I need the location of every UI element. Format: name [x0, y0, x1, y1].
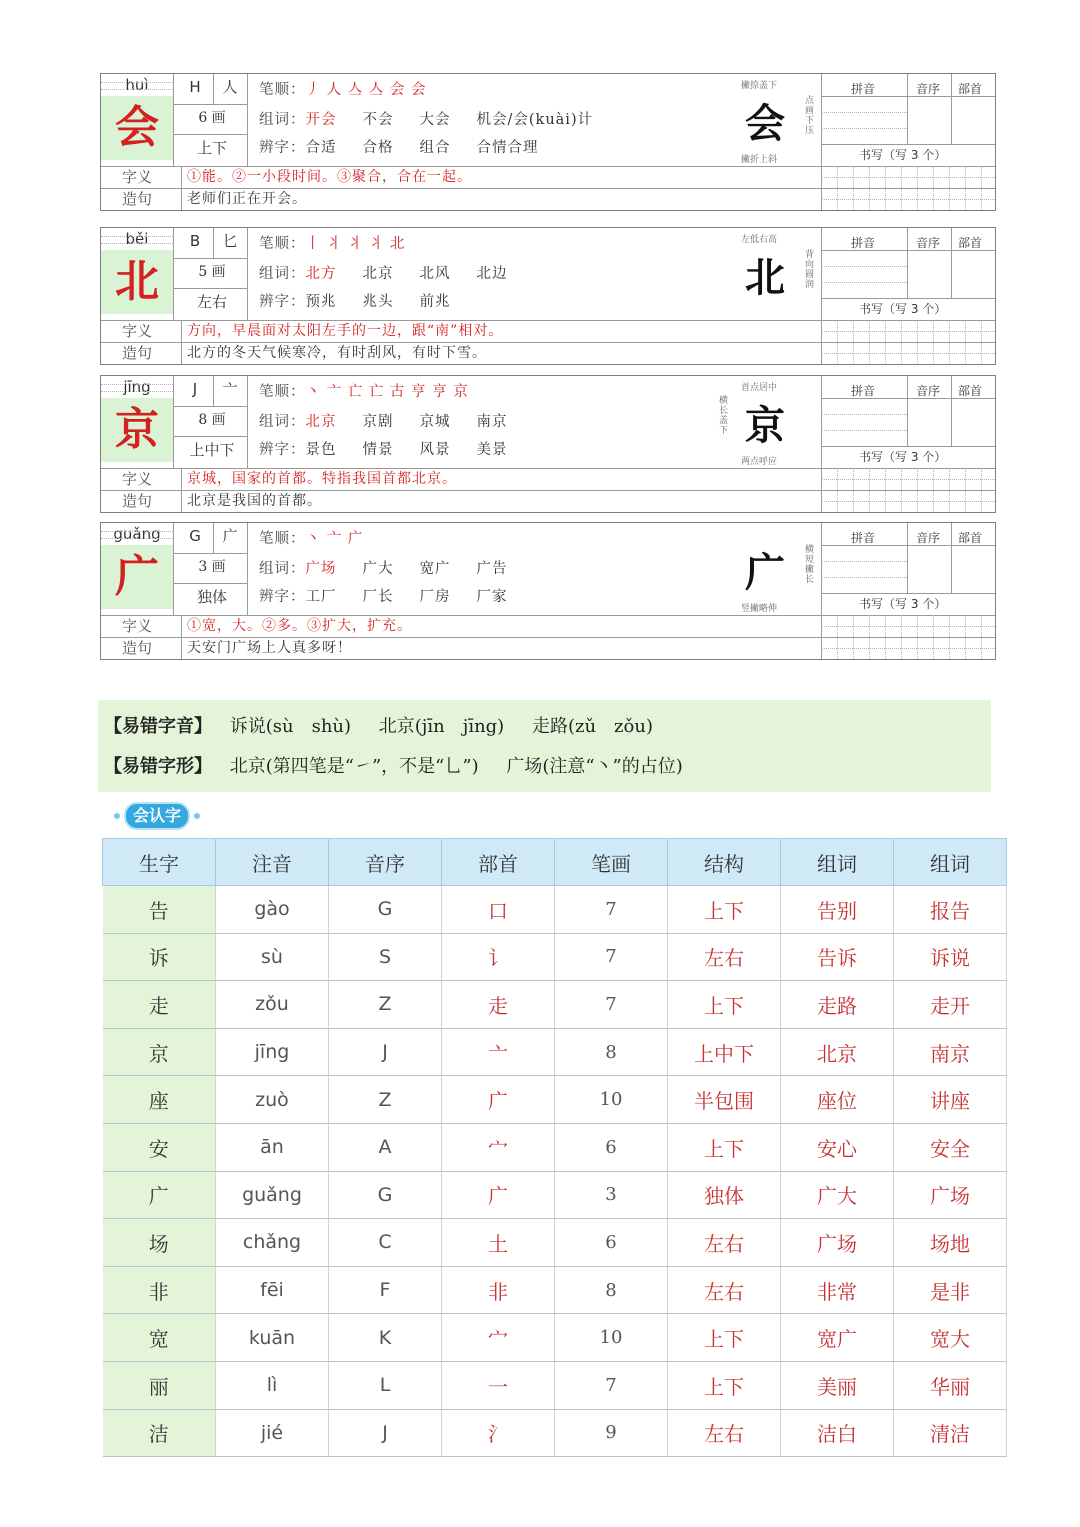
table-cell: 宽广	[781, 1314, 894, 1362]
bianzi-item: 合情合理	[476, 140, 539, 156]
bianzi-line	[259, 288, 477, 316]
table-cell: C	[329, 1219, 442, 1267]
grid-radical-label: 部首	[958, 384, 983, 398]
stroke-order: 丿 人 亼 亼 会 会	[305, 82, 427, 98]
bianzi-label: 辨字：	[259, 140, 306, 156]
grid-pinyin-label: 拼音	[851, 236, 876, 250]
table-cell: 宽大	[894, 1314, 1007, 1362]
table-row	[103, 886, 1007, 934]
grid-write-label: 书写（写 3 个）	[859, 597, 947, 611]
words-label: 组词：	[259, 561, 306, 577]
char-card	[100, 375, 996, 513]
bianzi-item: 风景	[419, 442, 451, 458]
table-cell: 8	[555, 1266, 668, 1314]
table-cell: 上中下	[668, 1028, 781, 1076]
bianzi-label: 辨字：	[259, 294, 306, 310]
bianzi-item: 预兆	[305, 294, 337, 310]
words-label: 组词：	[259, 112, 306, 128]
grid-radical-label: 部首	[958, 236, 983, 250]
ziyi-label: 字义	[121, 617, 152, 635]
word-item: 北风	[419, 266, 451, 282]
char-structure: 左右	[196, 293, 227, 311]
table-header-row	[103, 839, 1007, 886]
stroke-order-line	[259, 76, 427, 104]
table-cell: 京	[103, 1028, 216, 1076]
stroke-order-line	[259, 230, 405, 258]
bianzi-label: 辨字：	[259, 589, 306, 605]
table-cell: 独体	[668, 1171, 781, 1219]
vocab-table	[102, 838, 1007, 1457]
table-cell: 诉说	[894, 933, 1007, 981]
word-item: 北京	[362, 266, 394, 282]
table-cell: 左右	[668, 933, 781, 981]
zaoju-label: 造句	[121, 639, 152, 657]
table-cell: 9	[555, 1409, 668, 1457]
table-cell: 非	[103, 1266, 216, 1314]
stroke-order-line	[259, 525, 363, 553]
grid-pinyin-label: 拼音	[851, 82, 876, 96]
table-cell: L	[329, 1361, 442, 1409]
bianzi-item: 组合	[419, 140, 451, 156]
table-cell: 左右	[668, 1409, 781, 1457]
bianzi-line	[259, 583, 534, 611]
table-cell: zuò	[216, 1076, 329, 1124]
word-item: 北京	[305, 414, 337, 430]
bianzi-item: 厂家	[476, 589, 508, 605]
mistake-sound-row	[104, 712, 675, 738]
char-radical: 匕	[222, 232, 238, 250]
words-line	[259, 106, 619, 134]
words-line	[259, 260, 534, 288]
table-cell: K	[329, 1314, 442, 1362]
word-item: 京剧	[362, 414, 394, 430]
tip-top: 左低右高	[741, 235, 778, 245]
char-pinyin: huì	[125, 76, 149, 94]
mistake-sound-item: 诉说(sù shù)	[229, 716, 352, 737]
table-header-cell: 组词	[781, 839, 894, 886]
table-cell: 半包围	[668, 1076, 781, 1124]
table-cell: 7	[555, 981, 668, 1029]
mistake-sound-tag: 【易错字音】	[104, 716, 212, 737]
bianzi-item: 情景	[362, 442, 394, 458]
table-row	[103, 1076, 1007, 1124]
ziyi-label: 字义	[121, 470, 152, 488]
words-line	[259, 408, 534, 436]
table-cell: 报告	[894, 886, 1007, 934]
table-cell: J	[329, 1409, 442, 1457]
char-letter: J	[192, 380, 198, 398]
table-row	[103, 1409, 1007, 1457]
char-letter: G	[189, 527, 201, 545]
bianzi-line	[259, 436, 534, 464]
stroke-order: 丶 亠 亡 亡 古 亨 亨 京	[305, 384, 469, 400]
grid-pinyin-label: 拼音	[851, 384, 876, 398]
table-cell: 安全	[894, 1123, 1007, 1171]
stroke-order-label: 笔顺：	[259, 82, 306, 98]
ziyi-label: 字义	[121, 168, 152, 186]
big-char: 会	[101, 96, 173, 160]
table-cell: 场地	[894, 1219, 1007, 1267]
grid-order-label: 音序	[916, 82, 941, 96]
table-cell: 场	[103, 1219, 216, 1267]
words-label: 组词：	[259, 414, 306, 430]
grid-write-label: 书写（写 3 个）	[859, 450, 947, 464]
stroke-guide	[715, 228, 821, 320]
bianzi-item: 前兆	[419, 294, 451, 310]
table-cell: 广	[103, 1171, 216, 1219]
tip-side: 横长盖下	[719, 396, 729, 436]
table-cell: 丽	[103, 1361, 216, 1409]
stroke-order: 丶 亠 广	[305, 531, 364, 547]
table-cell: gào	[216, 886, 329, 934]
table-cell: 亠	[442, 1028, 555, 1076]
table-row	[103, 1266, 1007, 1314]
stroke-guide	[715, 74, 821, 166]
table-header-cell: 音序	[329, 839, 442, 886]
grid-pinyin-label: 拼音	[851, 531, 876, 545]
table-row	[103, 1314, 1007, 1362]
table-cell: 告	[103, 886, 216, 934]
table-cell: F	[329, 1266, 442, 1314]
word-item: 开会	[305, 112, 337, 128]
table-cell: 上下	[668, 1123, 781, 1171]
table-cell: jié	[216, 1409, 329, 1457]
table-cell: 北京	[781, 1028, 894, 1076]
table-cell: Z	[329, 981, 442, 1029]
table-cell: 上下	[668, 1314, 781, 1362]
char-radical: 人	[222, 78, 238, 96]
big-char: 广	[101, 545, 173, 609]
table-cell: 座	[103, 1076, 216, 1124]
table-row	[103, 981, 1007, 1029]
table-cell: 宀	[442, 1314, 555, 1362]
table-cell: 诉	[103, 933, 216, 981]
table-cell: 3	[555, 1171, 668, 1219]
table-cell: 广大	[781, 1171, 894, 1219]
tip-bottom: 竖撇略伸	[741, 604, 778, 614]
char-strokes: 5 画	[198, 264, 226, 280]
tip-side: 横短撇长	[805, 545, 815, 585]
table-cell: 走路	[781, 981, 894, 1029]
grid-radical-label: 部首	[958, 531, 983, 545]
word-item: 北边	[476, 266, 508, 282]
table-cell: ān	[216, 1123, 329, 1171]
table-cell: zǒu	[216, 981, 329, 1029]
badge-label: 会认字	[124, 802, 190, 830]
tip-top: 首点居中	[741, 383, 778, 393]
table-cell: 广	[442, 1171, 555, 1219]
bianzi-label: 辨字：	[259, 442, 306, 458]
table-cell: 南京	[894, 1028, 1007, 1076]
table-cell: chǎng	[216, 1219, 329, 1267]
big-char: 京	[101, 398, 173, 462]
table-cell: 宀	[442, 1123, 555, 1171]
mistake-shape-item: 北京(第四笔是“㇀”，不是“乚”)	[229, 756, 479, 777]
char-structure: 独体	[196, 588, 227, 606]
word-item: 广场	[305, 561, 337, 577]
ziyi-label: 字义	[121, 322, 152, 340]
table-row	[103, 1361, 1007, 1409]
stroke-guide	[715, 523, 821, 615]
bianzi-item: 景色	[305, 442, 337, 458]
table-cell: 10	[555, 1314, 668, 1362]
table-cell: lì	[216, 1361, 329, 1409]
table-cell: 6	[555, 1123, 668, 1171]
table-cell: S	[329, 933, 442, 981]
badge-dot-icon	[194, 813, 200, 819]
char-letter: H	[189, 78, 201, 96]
table-cell: jīng	[216, 1028, 329, 1076]
table-cell: 华丽	[894, 1361, 1007, 1409]
word-item: 北方	[305, 266, 337, 282]
table-header-cell: 部首	[442, 839, 555, 886]
ziyi-text: 方向，早晨面对太阳左手的一边，跟“南”相对。	[187, 323, 504, 339]
char-pinyin: jīng	[123, 378, 151, 396]
table-cell: sù	[216, 933, 329, 981]
stroke-order-label: 笔顺：	[259, 384, 306, 400]
char-strokes: 6 画	[198, 110, 226, 126]
table-cell: 左右	[668, 1266, 781, 1314]
char-pinyin: běi	[125, 230, 149, 248]
section-badge	[110, 803, 204, 829]
table-cell: 广场	[894, 1171, 1007, 1219]
stroke-order-label: 笔顺：	[259, 531, 306, 547]
tip-bottom: 撇折上斜	[741, 155, 778, 165]
table-row	[103, 1123, 1007, 1171]
table-cell: kuān	[216, 1314, 329, 1362]
ziyi-text: ①宽，大。②多。③扩大，扩充。	[187, 618, 412, 634]
table-cell: A	[329, 1123, 442, 1171]
table-header-cell: 生字	[103, 839, 216, 886]
table-cell: 讠	[442, 933, 555, 981]
zaoju-label: 造句	[121, 492, 152, 510]
mistake-sound-item: 北京(jīn jīng)	[378, 716, 505, 737]
table-cell: 宽	[103, 1314, 216, 1362]
word-item: 不会	[362, 112, 394, 128]
table-cell: 告别	[781, 886, 894, 934]
mistake-shape-item: 广场(注意“丶”的占位)	[506, 756, 683, 777]
mistake-sound-item: 走路(zǔ zǒu)	[531, 716, 653, 737]
table-cell: J	[329, 1028, 442, 1076]
table-cell: 告诉	[781, 933, 894, 981]
table-cell: G	[329, 1171, 442, 1219]
table-cell: 7	[555, 886, 668, 934]
table-cell: 安	[103, 1123, 216, 1171]
mistakes-panel	[98, 700, 991, 792]
zaoju-text: 老师们正在开会。	[187, 191, 307, 207]
table-cell: 洁	[103, 1409, 216, 1457]
table-cell: 洁白	[781, 1409, 894, 1457]
table-cell: 7	[555, 933, 668, 981]
bianzi-item: 兆头	[362, 294, 394, 310]
word-item: 大会	[419, 112, 451, 128]
table-cell: 走	[103, 981, 216, 1029]
zaoju-text: 北方的冬天气候寒冷，有时刮风，有时下雪。	[187, 345, 487, 361]
table-header-cell: 笔画	[555, 839, 668, 886]
stroke-order: 丨 丬 丬 丬 北	[305, 236, 406, 252]
word-item: 广大	[362, 561, 394, 577]
grid-write-label: 书写（写 3 个）	[859, 148, 947, 162]
ziyi-text: ①能。②一小段时间。③聚合，合在一起。	[187, 169, 472, 185]
stroke-guide-char: 广	[745, 549, 785, 596]
table-cell: 座位	[781, 1076, 894, 1124]
ziyi-text: 京城，国家的首都。特指我国首都北京。	[187, 471, 457, 487]
table-cell: 非常	[781, 1266, 894, 1314]
table-cell: Z	[329, 1076, 442, 1124]
bianzi-item: 工厂	[305, 589, 337, 605]
bianzi-item: 美景	[476, 442, 508, 458]
word-item: 南京	[476, 414, 508, 430]
stroke-order-line	[259, 378, 469, 406]
table-cell: guǎng	[216, 1171, 329, 1219]
table-row	[103, 933, 1007, 981]
char-pinyin: guǎng	[113, 525, 161, 543]
word-item: 京城	[419, 414, 451, 430]
table-cell: 安心	[781, 1123, 894, 1171]
stroke-guide	[715, 376, 821, 468]
table-cell: 10	[555, 1076, 668, 1124]
grid-order-label: 音序	[916, 531, 941, 545]
char-card	[100, 227, 996, 365]
table-cell: 7	[555, 1361, 668, 1409]
table-cell: 上下	[668, 886, 781, 934]
words-label: 组词：	[259, 266, 306, 282]
tip-side: 点画下压	[805, 96, 815, 136]
zaoju-label: 造句	[121, 190, 152, 208]
bianzi-line	[259, 134, 565, 162]
mistake-shape-tag: 【易错字形】	[104, 756, 212, 777]
table-cell: 讲座	[894, 1076, 1007, 1124]
char-card	[100, 522, 996, 660]
grid-order-label: 音序	[916, 236, 941, 250]
word-item: 广告	[476, 561, 508, 577]
mistake-shape-row	[104, 752, 705, 778]
badge-dot-icon	[114, 813, 120, 819]
char-structure: 上中下	[189, 441, 235, 459]
word-item: 机会/会(kuài)计	[476, 112, 594, 128]
big-char: 北	[101, 250, 173, 314]
table-cell: fēi	[216, 1266, 329, 1314]
table-header-cell: 注音	[216, 839, 329, 886]
tip-top: 撇捺盖下	[741, 81, 778, 91]
grid-radical-label: 部首	[958, 82, 983, 96]
table-cell: 氵	[442, 1409, 555, 1457]
char-structure: 上下	[196, 139, 227, 157]
grid-write-label: 书写（写 3 个）	[859, 302, 947, 316]
bianzi-item: 合适	[305, 140, 337, 156]
table-cell: 走	[442, 981, 555, 1029]
words-line	[259, 555, 534, 583]
table-header-cell: 组词	[894, 839, 1007, 886]
table-cell: 走开	[894, 981, 1007, 1029]
table-cell: 广场	[781, 1219, 894, 1267]
char-letter: B	[189, 232, 201, 250]
zaoju-label: 造句	[121, 344, 152, 362]
stroke-guide-char: 京	[745, 402, 785, 449]
char-radical: 广	[222, 527, 238, 545]
table-cell: 非	[442, 1266, 555, 1314]
zaoju-text: 天安门广场上人真多呀！	[187, 640, 352, 656]
stroke-order-label: 笔顺：	[259, 236, 306, 252]
tip-side: 背向圆润	[805, 250, 815, 290]
table-cell: 广	[442, 1076, 555, 1124]
table-cell: 6	[555, 1219, 668, 1267]
char-strokes: 3 画	[198, 559, 226, 575]
table-cell: 口	[442, 886, 555, 934]
table-row	[103, 1219, 1007, 1267]
table-row	[103, 1171, 1007, 1219]
table-cell: 左右	[668, 1219, 781, 1267]
table-cell: 上下	[668, 981, 781, 1029]
bianzi-item: 厂房	[419, 589, 451, 605]
char-card	[100, 73, 996, 211]
bianzi-item: 合格	[362, 140, 394, 156]
table-cell: 一	[442, 1361, 555, 1409]
table-cell: 8	[555, 1028, 668, 1076]
table-header-cell: 结构	[668, 839, 781, 886]
grid-order-label: 音序	[916, 384, 941, 398]
table-row	[103, 1028, 1007, 1076]
stroke-guide-char: 北	[745, 254, 785, 301]
table-cell: 美丽	[781, 1361, 894, 1409]
table-cell: 清洁	[894, 1409, 1007, 1457]
word-item: 宽广	[419, 561, 451, 577]
table-cell: 是非	[894, 1266, 1007, 1314]
stroke-guide-char: 会	[745, 100, 785, 147]
tip-bottom: 两点呼应	[741, 457, 778, 467]
bianzi-item: 厂长	[362, 589, 394, 605]
zaoju-text: 北京是我国的首都。	[187, 493, 322, 509]
char-radical: 亠	[222, 380, 238, 398]
table-cell: 上下	[668, 1361, 781, 1409]
char-strokes: 8 画	[198, 412, 226, 428]
table-cell: 土	[442, 1219, 555, 1267]
table-cell: G	[329, 886, 442, 934]
